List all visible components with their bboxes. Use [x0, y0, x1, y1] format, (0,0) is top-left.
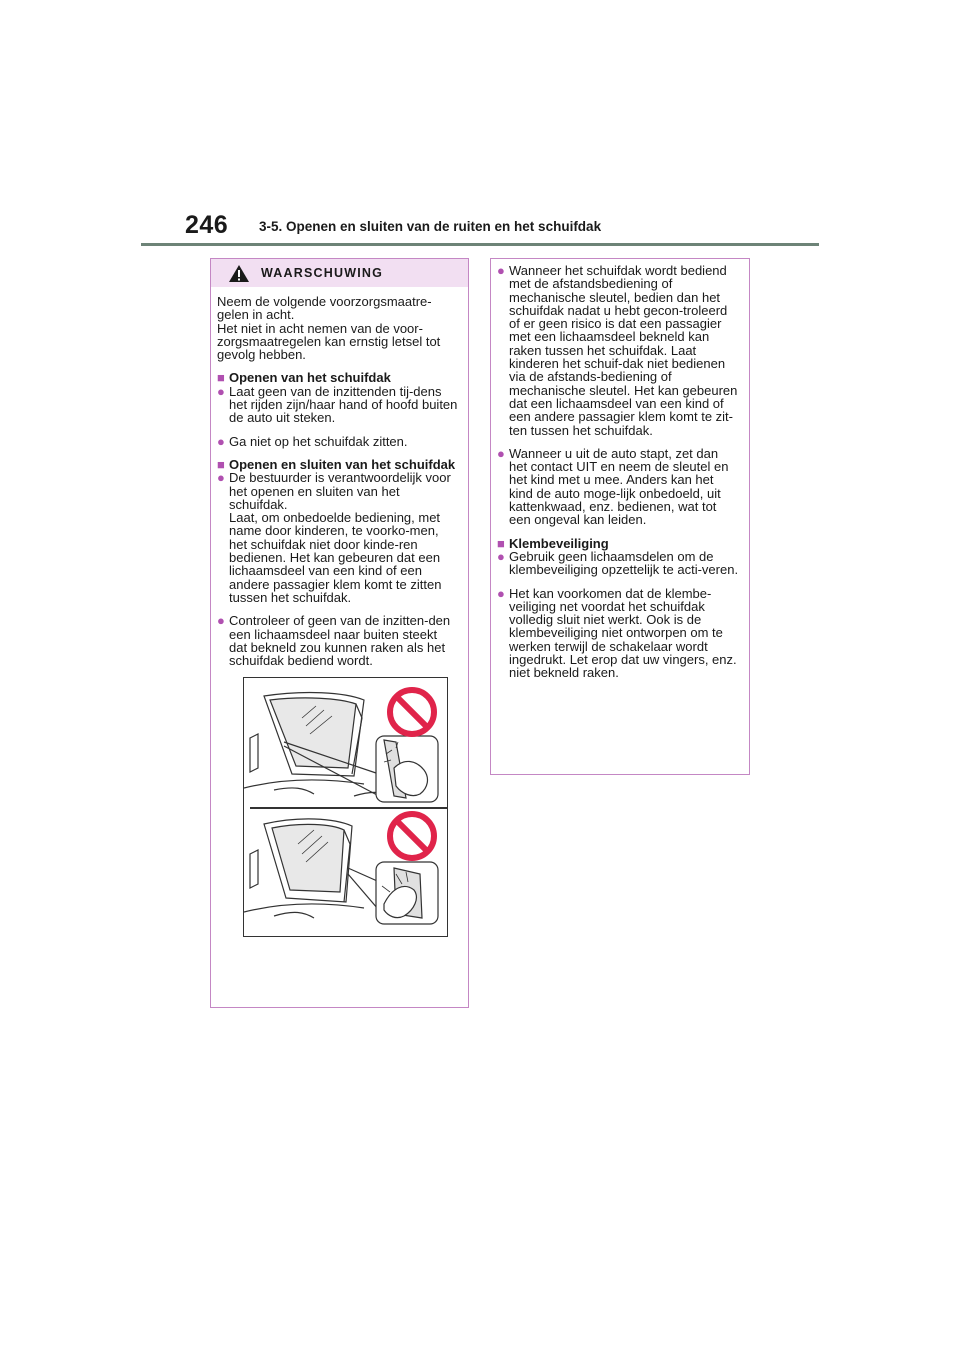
circle-bullet-icon: ●	[217, 383, 225, 399]
bullet-text: Het kan voorkomen dat de klembe-veiliging net voordat het schuifdak volledig sluit niet werkt. Ook is de klembeveiliging niet ontworpen om te werken terwijl de schakelaar wordt ingedrukt. Let erop dat uw vingers, enz. niet bekneld raken.	[509, 585, 737, 681]
bullet-text: Wanneer het schuifdak wordt bediend met de afstandsbediening of mechanische sleutel, bedien dan het schuifdak nadat u hebt gecon-troleerd of er geen risico is dat een passagier met een lichaamsdeel bekneld kan raken tussen het schuifdak. Laat kinderen het schuif-dak niet bedienen via de afstands-bediening of mechanische sleutel. Het kan gebeuren dat een lichaamsdeel van een kind of een andere passagier klem komt te zit-ten tussen het schuifdak.	[509, 263, 738, 438]
square-bullet-icon: ■	[217, 370, 225, 386]
bullet-item	[217, 614, 458, 667]
subheading	[217, 371, 458, 384]
section-title: 3-5. Openen en sluiten van de ruiten en het schuifdak	[259, 219, 602, 234]
square-bullet-icon: ■	[497, 535, 505, 551]
sunroof-warning-illustration	[243, 677, 448, 937]
circle-bullet-icon: ●	[217, 470, 225, 486]
warning-intro: Neem de volgende voorzorgsmaatre-gelen in acht. Het niet in acht nemen van de voor-zorgsmaatregelen kan ernstig letsel tot gevolg hebben.	[217, 294, 441, 363]
warning-box-left	[210, 258, 469, 1008]
warning-content-left	[211, 287, 468, 937]
square-bullet-icon: ■	[217, 456, 225, 472]
warning-box-right	[490, 258, 750, 775]
bullet-item	[497, 264, 739, 437]
bullet-text: Laat geen van de inzittenden tij-dens het rijden zijn/haar hand of hoofd buiten de auto uit steken.	[229, 383, 458, 426]
circle-bullet-icon: ●	[497, 548, 505, 564]
bullet-text: Gebruik geen lichaamsdelen om de klembeveiliging opzettelijk te acti-veren.	[509, 548, 739, 578]
circle-bullet-icon: ●	[217, 433, 225, 449]
warning-triangle-icon	[228, 264, 250, 283]
bullet-item	[217, 385, 458, 425]
page-number: 246	[185, 211, 229, 239]
subheading-text: Openen van het schuifdak	[229, 370, 391, 386]
bullet-item	[497, 550, 739, 577]
subheading	[497, 537, 739, 550]
bullet-text: Wanneer u uit de auto stapt, zet dan het contact UIT en neem de sleutel en het kind met u mee. Anders kan het kind de auto moge-lijk onbedoeld, uit kattenkwaad, enz. bedienen, wat tot een ongeval kan leiden.	[509, 445, 729, 528]
bullet-text: Controleer of geen van de inzitten-den een lichaamsdeel naar buiten steekt dat bekneld zou kunnen raken als het schuifdak bediend wordt.	[229, 613, 451, 669]
circle-bullet-icon: ●	[497, 263, 505, 278]
circle-bullet-icon: ●	[497, 585, 505, 601]
circle-bullet-icon: ●	[217, 613, 225, 629]
bullet-item	[497, 447, 739, 527]
bullet-item	[217, 471, 458, 604]
warning-header	[211, 259, 468, 287]
prohibition-sign-icon	[390, 814, 434, 858]
bullet-text: De bestuurder is verantwoordelijk voor het openen en sluiten van het schuifdak. Laat, om onbedoelde bediening, met name door kinderen, te voorko-men, het schuifdak niet door kinde-ren bedienen. Het kan gebeuren dat een lichaamsdeel van een kind of een andere passagier klem komt te zitten tussen het schuifdak.	[229, 470, 451, 605]
prohibition-sign-icon	[390, 690, 434, 734]
subheading	[217, 458, 458, 471]
illustration-divider	[250, 807, 447, 809]
warning-content-right	[491, 259, 749, 680]
header-rule	[141, 243, 819, 246]
bullet-item	[497, 587, 739, 680]
warning-label: WAARSCHUWING	[261, 266, 384, 280]
subheading-text: Klembeveiliging	[509, 535, 609, 551]
bullet-text: Ga niet op het schuifdak zitten.	[229, 433, 408, 449]
circle-bullet-icon: ●	[497, 445, 505, 461]
bullet-item	[217, 435, 458, 448]
subheading-text: Openen en sluiten van het schuifdak	[229, 456, 456, 472]
